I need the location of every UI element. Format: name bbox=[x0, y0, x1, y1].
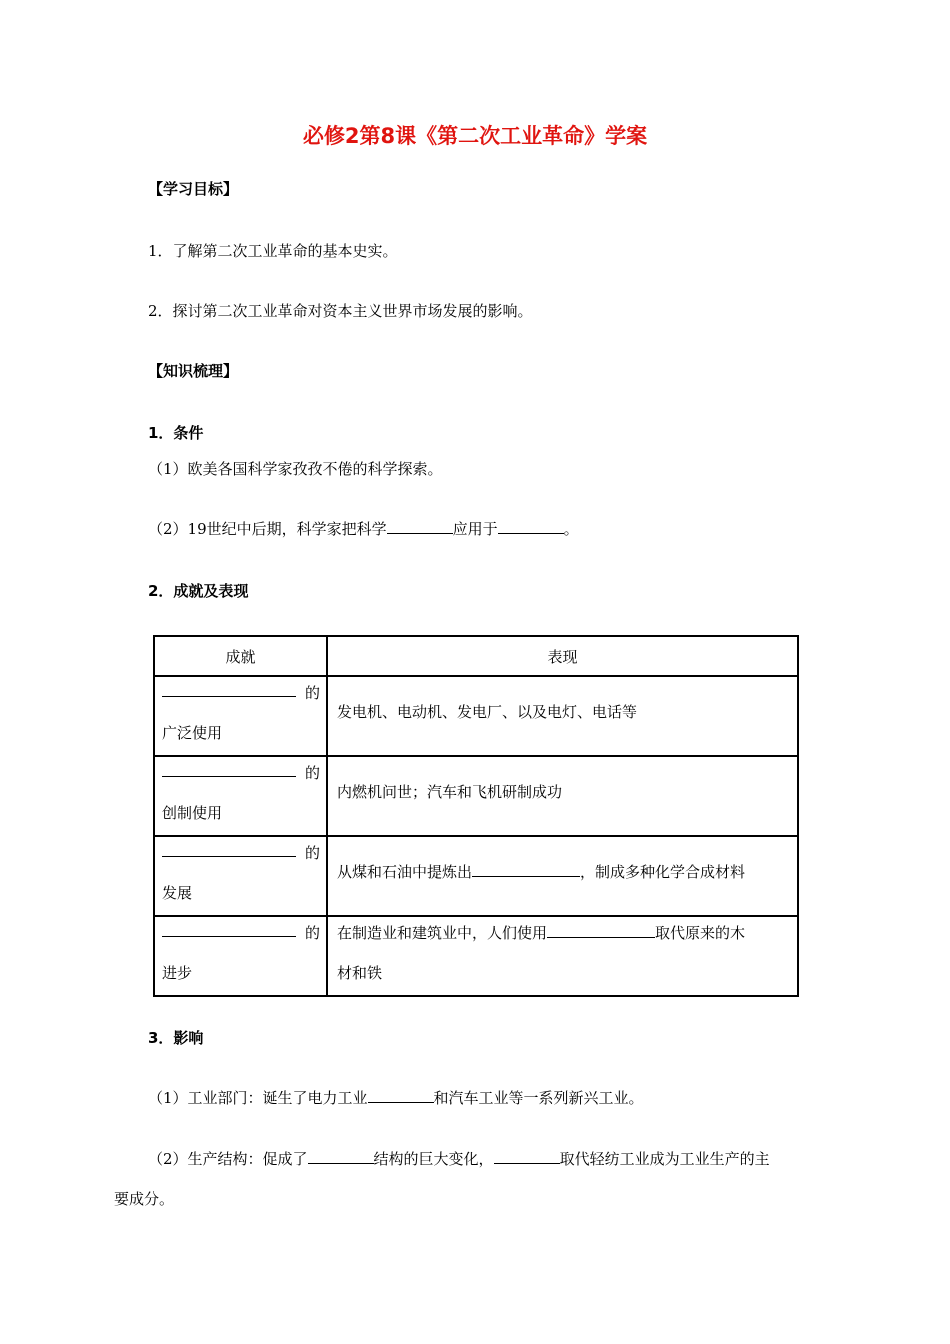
text-segment: 应用于 bbox=[452, 520, 498, 538]
goal-item-1: 1．了解第二次工业革命的基本史实。 bbox=[148, 242, 398, 260]
text-segment: （1）工业部门：诞生了电力工业 bbox=[148, 1089, 368, 1107]
knowledge-heading: 【知识梳理】 bbox=[148, 362, 239, 380]
section-2-heading: 2．成就及表现 bbox=[148, 582, 249, 600]
text-segment: 的 bbox=[304, 844, 320, 862]
fill-blank[interactable] bbox=[162, 842, 296, 857]
achievement-label: 发展 bbox=[162, 884, 193, 902]
text-segment: 从煤和石油中提炼出 bbox=[337, 863, 473, 881]
performance-text: 发电机、电动机、发电厂、以及电灯、电话等 bbox=[337, 703, 638, 721]
fill-blank[interactable] bbox=[494, 1149, 560, 1164]
performance-text bbox=[337, 861, 745, 882]
table-row bbox=[154, 916, 798, 996]
text-segment: 的 bbox=[304, 764, 320, 782]
text-segment: 的 bbox=[304, 684, 320, 702]
text-segment: 结构的巨大变化， bbox=[373, 1150, 494, 1168]
text-segment: 在制造业和建筑业中，人们使用 bbox=[337, 924, 548, 942]
achievement-cell bbox=[154, 756, 327, 836]
text-segment: ，制成多种化学合成材料 bbox=[580, 863, 746, 881]
section-1-heading: 1．条件 bbox=[148, 424, 204, 442]
performance-text: 材和铁 bbox=[337, 964, 383, 982]
fill-blank[interactable] bbox=[308, 1149, 374, 1164]
text-segment: 的 bbox=[304, 924, 320, 942]
section-3-heading: 3．影响 bbox=[148, 1029, 204, 1047]
fill-blank[interactable] bbox=[162, 922, 296, 937]
table-header-cell: 表现 bbox=[327, 636, 798, 676]
fill-blank[interactable] bbox=[162, 682, 296, 697]
achievement-cell bbox=[154, 916, 327, 996]
table-header-cell: 成就 bbox=[154, 636, 327, 676]
text-segment: 取代轻纺工业成为工业生产的主 bbox=[559, 1150, 770, 1168]
achievement-label: 广泛使用 bbox=[162, 724, 223, 742]
performance-cell bbox=[327, 676, 798, 756]
performance-text bbox=[337, 922, 745, 943]
achievement-label: 进步 bbox=[162, 964, 193, 982]
table-header-row bbox=[154, 636, 798, 676]
performance-cell bbox=[327, 756, 798, 836]
performance-cell bbox=[327, 916, 798, 996]
page-title: 必修2第8课《第二次工业革命》学案 bbox=[302, 124, 648, 148]
table-row bbox=[154, 756, 798, 836]
performance-cell bbox=[327, 836, 798, 916]
fill-blank[interactable] bbox=[472, 862, 580, 877]
goal-item-2: 2．探讨第二次工业革命对资本主义世界市场发展的影响。 bbox=[148, 302, 533, 320]
fill-blank[interactable] bbox=[162, 762, 296, 777]
text-segment: 。 bbox=[563, 520, 579, 538]
fill-blank[interactable] bbox=[368, 1088, 434, 1103]
goals-heading: 【学习目标】 bbox=[148, 180, 239, 198]
section-3-item-2-continued: 要成分。 bbox=[114, 1190, 175, 1208]
table-row bbox=[154, 836, 798, 916]
section-1-item-2 bbox=[148, 518, 579, 539]
fill-blank[interactable] bbox=[387, 519, 453, 534]
section-3-item-1 bbox=[148, 1087, 644, 1108]
table-row bbox=[154, 676, 798, 756]
text-segment: 取代原来的木 bbox=[655, 924, 746, 942]
achievement-cell bbox=[154, 836, 327, 916]
text-segment: 和汽车工业等一系列新兴工业。 bbox=[433, 1089, 644, 1107]
text-segment: （2）生产结构：促成了 bbox=[148, 1150, 308, 1168]
fill-blank[interactable] bbox=[498, 519, 564, 534]
text-segment: （2）19世纪中后期，科学家把科学 bbox=[148, 520, 387, 538]
achievement-cell bbox=[154, 676, 327, 756]
fill-blank[interactable] bbox=[547, 923, 655, 938]
performance-text: 内燃机问世；汽车和飞机研制成功 bbox=[337, 783, 563, 801]
section-3-item-2 bbox=[148, 1148, 770, 1169]
achievements-table bbox=[153, 635, 799, 997]
achievement-label: 创制使用 bbox=[162, 804, 223, 822]
section-1-item-1: （1）欧美各国科学家孜孜不倦的科学探索。 bbox=[148, 460, 443, 478]
